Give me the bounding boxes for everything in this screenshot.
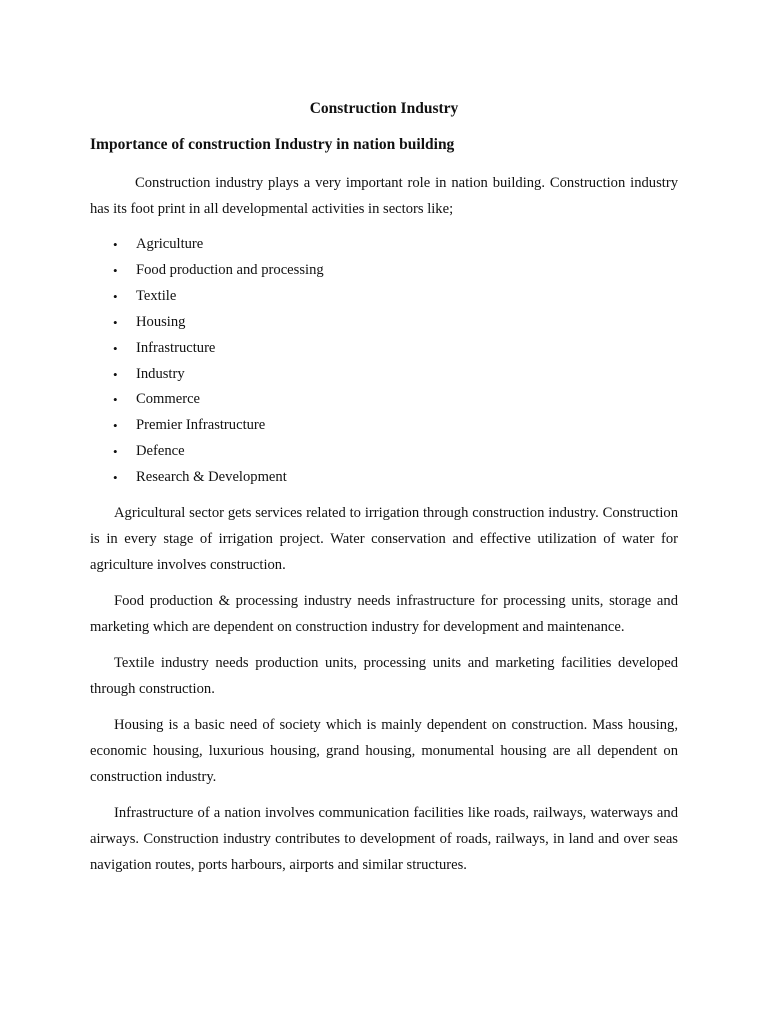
section-heading: Importance of construction Industry in nation building	[90, 136, 455, 153]
bullet-icon: •	[113, 262, 118, 278]
list-item	[90, 439, 324, 465]
list-item-label: Premier Infrastructure	[136, 417, 266, 434]
bullet-icon: •	[113, 418, 118, 434]
list-item-label: Textile	[136, 287, 177, 304]
list-item-label: Defence	[136, 443, 185, 460]
intro-paragraph: Construction industry plays a very important role in nation building. Construction industry has its foot print in all developmental activities in sectors like;	[90, 175, 678, 217]
bullet-icon: •	[113, 340, 118, 356]
list-item-label: Housing	[136, 313, 186, 330]
paragraph-housing: Housing is a basic need of society which is mainly dependent on construction. Mass housing, economic housing, luxurious housing, grand housing, monumental housing are all dependent on construction industry.	[90, 717, 678, 785]
bullet-icon: •	[113, 314, 118, 330]
list-item-label: Commerce	[136, 391, 201, 408]
paragraph-textile: Textile industry needs production units, processing units and marketing facilities developed through construction.	[90, 655, 678, 697]
list-item	[90, 387, 324, 413]
list-item	[90, 258, 324, 284]
list-item-label: Industry	[136, 365, 185, 382]
paragraph-agriculture: Agricultural sector gets services related to irrigation through construction industry. Construction is in every stage of irrigation project. Water conservation and effective utilization of water for agriculture involves construction.	[90, 505, 678, 573]
list-item	[90, 284, 324, 310]
paragraph-food-production: Food production & processing industry needs infrastructure for processing units, storage and marketing which are dependent on construction industry for development and maintenance.	[90, 593, 678, 635]
list-item-label: Infrastructure	[136, 339, 216, 356]
page-title: Construction Industry	[309, 100, 459, 117]
list-item-label: Agriculture	[136, 236, 204, 252]
bullet-icon: •	[113, 288, 118, 304]
list-item	[90, 336, 324, 362]
bullet-icon: •	[113, 237, 118, 252]
list-item	[90, 465, 324, 491]
bullet-icon: •	[113, 392, 118, 408]
list-item	[90, 362, 324, 388]
bullet-icon: •	[113, 470, 118, 486]
list-item-label: Food production and processing	[136, 261, 324, 278]
paragraph-infrastructure: Infrastructure of a nation involves communication facilities like roads, railways, waterways and airways. Construction industry contributes to development of roads, railways, in land and over seas navigation routes, ports harbours, airports and similar structures.	[90, 805, 678, 873]
list-item	[90, 310, 324, 336]
sector-list	[90, 232, 324, 491]
list-item	[90, 413, 324, 439]
bullet-icon: •	[113, 366, 118, 382]
list-item-label: Research & Development	[136, 469, 287, 486]
list-item	[90, 232, 324, 258]
bullet-icon: •	[113, 444, 118, 460]
